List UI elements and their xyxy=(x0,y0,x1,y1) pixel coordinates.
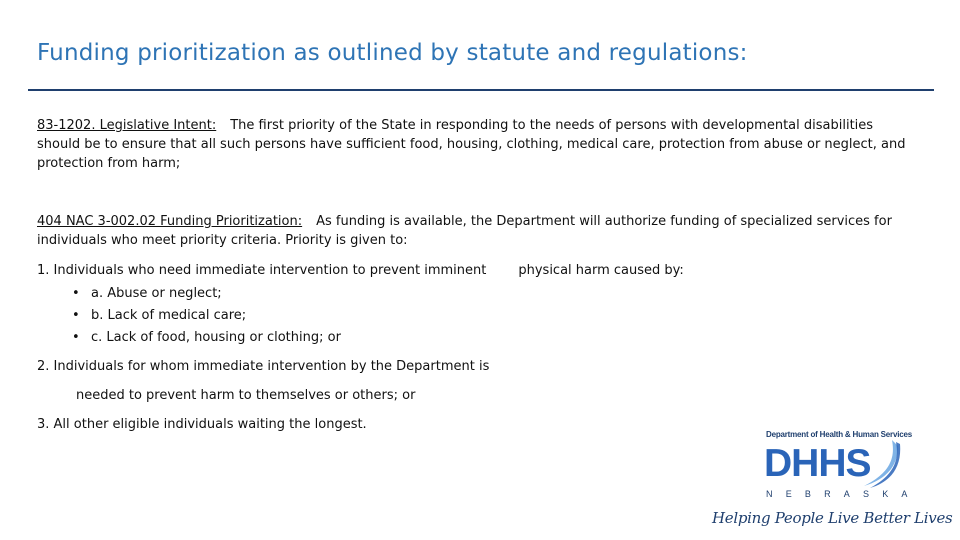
priority-item-1 xyxy=(37,261,684,280)
priority-item-2: 2. Individuals for whom immediate intervention by the Department is xyxy=(37,359,490,374)
regulation-paragraph xyxy=(37,212,917,250)
statute-text: The first priority of the State in responding to the needs of persons with developmental disabilities should be to ensure that all such persons have sufficient food, housing, clothing, medical care, protection from abuse or neglect, and protection from harm; xyxy=(37,118,906,171)
logo-acronym: DHHS xyxy=(764,442,871,485)
priority-item-2-continued: needed to prevent harm to themselves or others; or xyxy=(76,388,416,403)
statute-paragraph xyxy=(37,116,917,173)
page-title: Funding prioritization as outlined by statute and regulations: xyxy=(37,40,748,66)
list-item: • b. Lack of medical care; xyxy=(72,305,341,327)
dhhs-logo xyxy=(764,430,921,502)
logo-department-name: Department of Health & Human Services xyxy=(766,430,912,439)
logo-state-name: NEBRASKA xyxy=(766,489,921,499)
priority-item-1-end: physical harm caused by: xyxy=(518,263,684,278)
priority-item-3: 3. All other eligible individuals waiting the longest. xyxy=(37,417,367,432)
regulation-text: As funding is available, the Department will authorize funding of specialized services for individuals who meet priority criteria. Priority is given to: xyxy=(37,214,892,248)
title-divider xyxy=(28,89,934,91)
list-item: • a. Abuse or neglect; xyxy=(72,283,341,305)
regulation-reference: 404 NAC 3-002.02 Funding Prioritization: xyxy=(37,214,303,229)
priority-item-1-sublist xyxy=(72,283,341,349)
logo-tagline: Helping People Live Better Lives xyxy=(712,509,953,527)
list-item: • c. Lack of food, housing or clothing; or xyxy=(72,327,341,349)
logo-swoosh-icon xyxy=(862,438,902,488)
statute-reference: 83-1202. Legislative Intent: xyxy=(37,118,217,133)
priority-item-1-start: 1. Individuals who need immediate intervention to prevent imminent xyxy=(37,263,487,278)
